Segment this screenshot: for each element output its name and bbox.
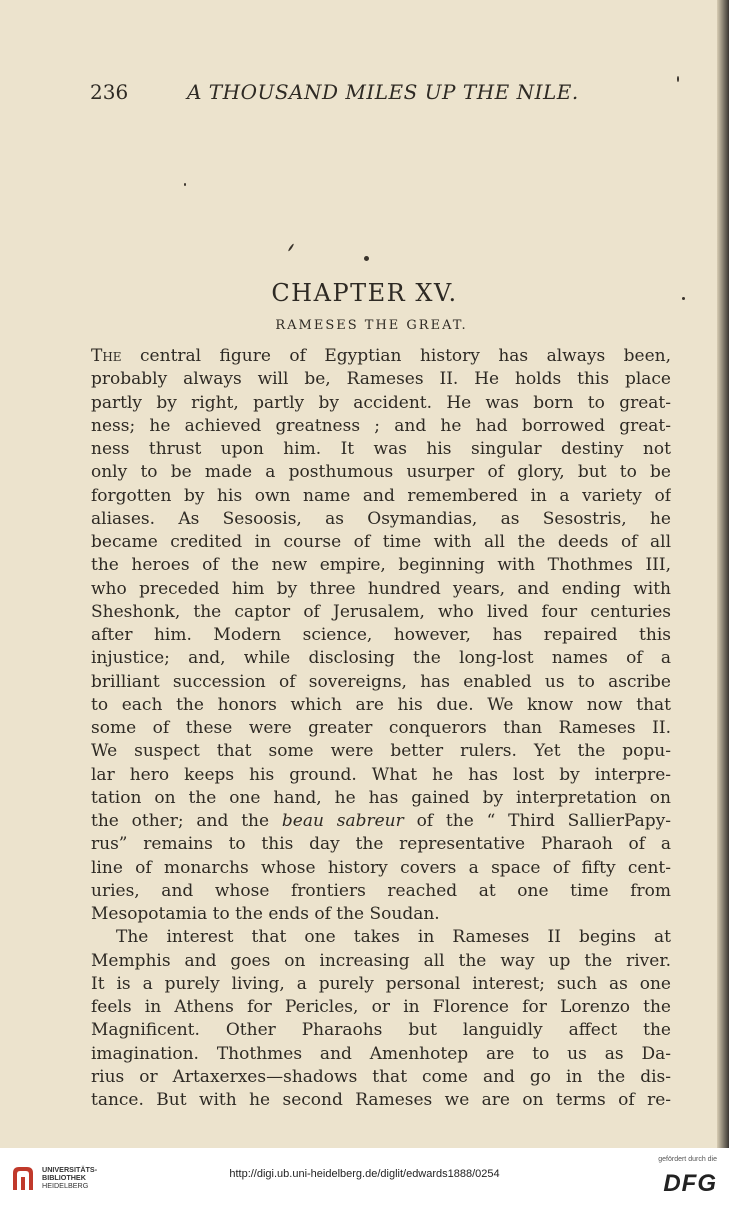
text-line: rius or Artaxerxes—shadows that come and go in the dis- <box>91 1066 671 1087</box>
ink-speck <box>184 183 186 186</box>
running-title: A THOUSAND MILES UP THE NILE. <box>187 80 579 104</box>
text-line: The central figure of Egyptian history has always been, <box>91 346 671 366</box>
body-text <box>91 345 671 1112</box>
text-line: only to be made a posthumous usurper of glory, but to be <box>91 462 671 483</box>
dfg-logo: DFG <box>663 1170 717 1197</box>
text-line: to each the honors which are his due. We know now that <box>91 694 671 715</box>
ink-speck <box>288 243 295 252</box>
text-line: probably always will be, Rameses II. He holds this place <box>91 369 671 390</box>
text-line: Mesopotamia to the ends of the Soudan. <box>91 904 440 924</box>
text-line: ness thrust upon him. It was his singular destiny not <box>91 439 671 459</box>
text-line: The interest that one takes in Rameses II begins at <box>116 927 671 948</box>
text-line: aliases. As Sesoosis, as Osymandias, as Sesostris, he <box>91 508 671 529</box>
text-line: after him. Modern science, however, has repaired this <box>91 625 671 645</box>
source-url-link[interactable]: http://digi.ub.uni-heidelberg.de/diglit/edwards1888/0254 <box>229 1168 500 1180</box>
text-line: It is a purely living, a purely personal interest; such as one <box>91 973 671 994</box>
text-line: rus” remains to this day the representative Pharaoh of a <box>91 834 671 855</box>
text-line: Sheshonk, the captor of Jerusalem, who lived four centuries <box>91 601 671 622</box>
page-number: 236 <box>90 80 129 104</box>
text-line: tation on the one hand, he has gained by interpretation on <box>91 787 671 808</box>
text-line: injustice; and, while disclosing the long-lost names of a <box>91 648 671 669</box>
ink-speck <box>677 76 679 82</box>
footer-bar <box>0 1148 729 1208</box>
ink-speck <box>364 256 369 261</box>
text-line: became credited in course of time with all the deeds of all <box>91 532 671 552</box>
text-line: Memphis and goes on increasing all the way up the river. <box>91 950 671 971</box>
text-line: brilliant succession of sovereigns, has enabled us to ascribe <box>91 671 671 692</box>
logo-line: UNIVERSITÄTS- <box>42 1165 98 1174</box>
logo-line: HEIDELBERG <box>42 1181 89 1191</box>
text-line: some of these were greater conquerors than Rameses II. <box>91 718 671 738</box>
text-line: line of monarchs whose history covers a space of fifty cent- <box>91 857 671 878</box>
page-spine-shadow <box>717 0 729 1148</box>
chapter-title: CHAPTER XV. <box>271 279 458 307</box>
text-line: ness; he achieved greatness ; and he had borrowed great- <box>91 415 671 436</box>
text-line: tance. But with he second Rameses we are on terms of re- <box>91 1090 671 1110</box>
text-line: lar hero keeps his ground. What he has lost by interpre- <box>91 764 671 785</box>
text-line: who preceded him by three hundred years, and ending with <box>91 578 671 599</box>
text-line: the other; and the beau sabreur of the “ Third SallierPapy- <box>91 811 671 831</box>
text-line: feels in Athens for Pericles, or in Florence for Lorenzo the <box>91 997 671 1017</box>
text-line: Magnificent. Other Pharaohs but languidly affect the <box>91 1020 671 1041</box>
funder-label: gefördert durch die <box>658 1156 717 1163</box>
text-line: We suspect that some were better rulers. Yet the popu- <box>91 741 671 762</box>
text-line: uries, and whose frontiers reached at one time from <box>91 880 671 901</box>
text-line: forgotten by his own name and remembered in a variety of <box>91 485 671 506</box>
text-line: imagination. Thothmes and Amenhotep are to us as Da- <box>91 1043 671 1064</box>
text-line: partly by right, partly by accident. He was born to great- <box>91 392 671 413</box>
logo-line: BIBLIOTHEK <box>42 1173 86 1183</box>
text-line: the heroes of the new empire, beginning with Thothmes III, <box>91 555 671 576</box>
chapter-subtitle: RAMESES THE GREAT. <box>275 318 468 333</box>
